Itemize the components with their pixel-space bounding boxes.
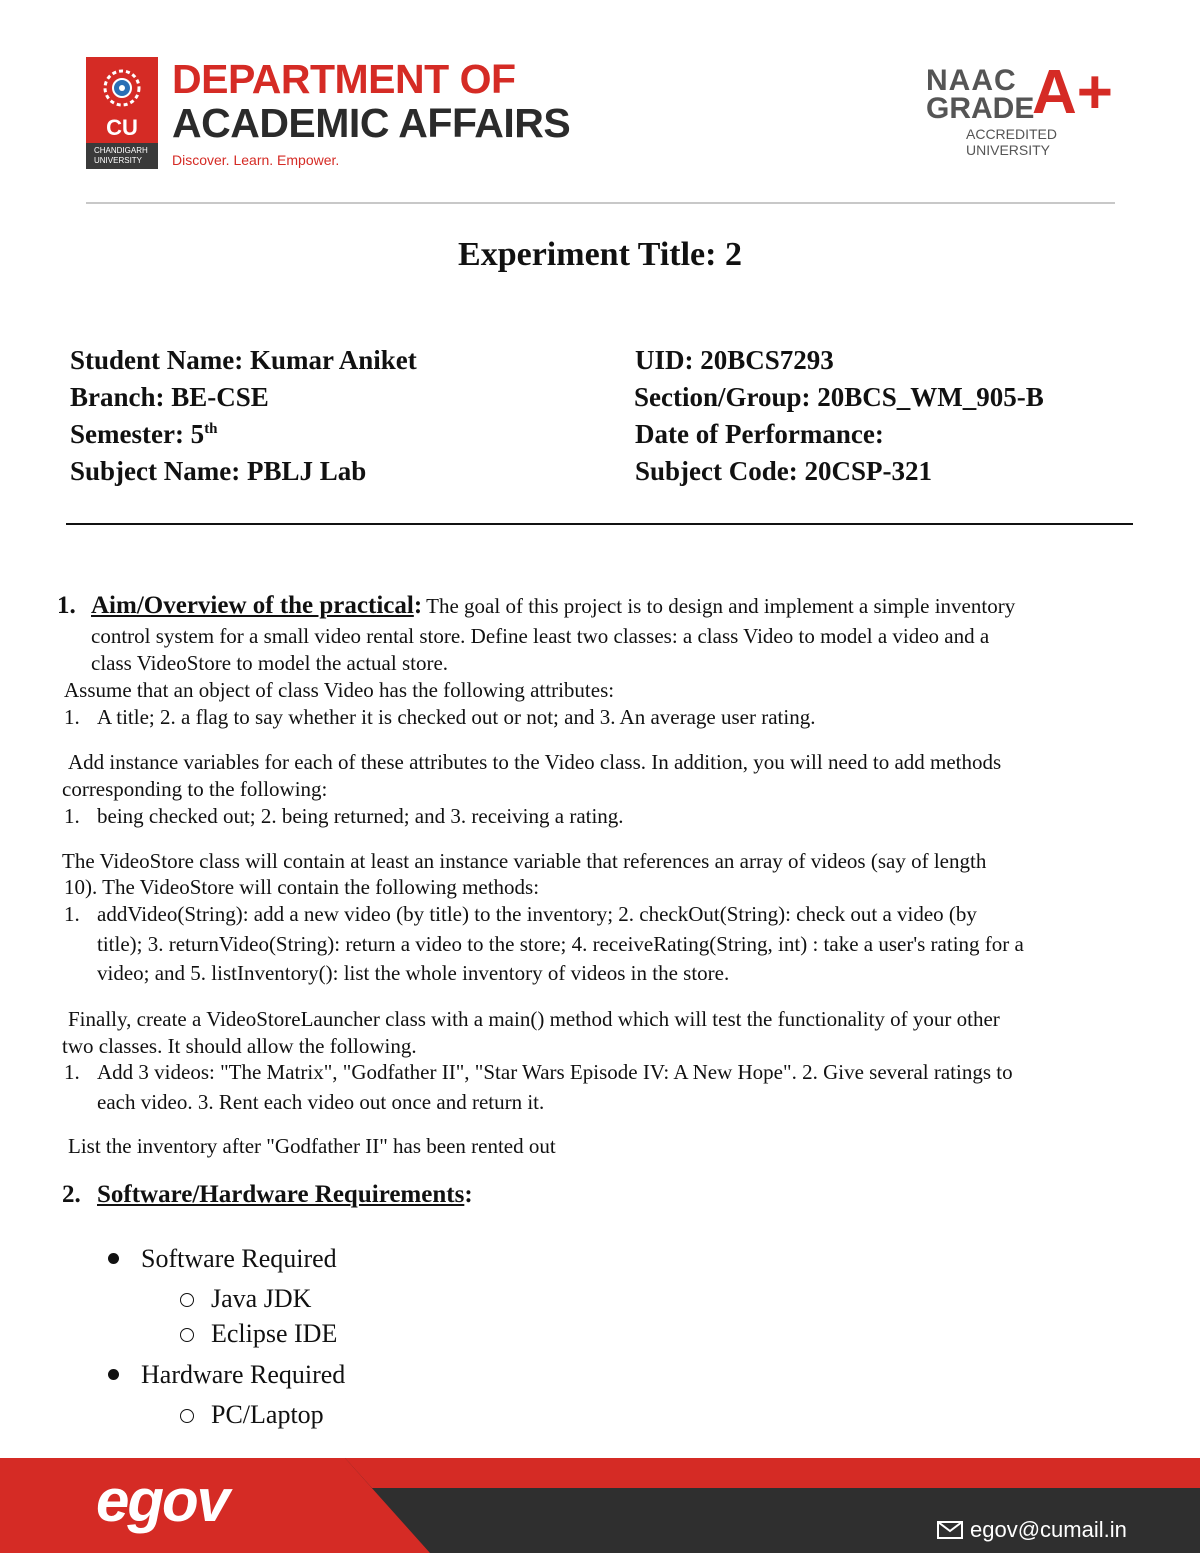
methods-intro-line1: Add instance variables for each of these attributes to the Video class. In addition, you will need to add methods	[68, 750, 1002, 774]
inventory-note: List the inventory after "Godfather II" has been rented out	[68, 1134, 556, 1158]
requirements-heading-colon: :	[464, 1181, 473, 1208]
student-name: Student Name: Kumar Aniket	[70, 345, 417, 375]
naac-grade-label: GRADE	[926, 92, 1035, 125]
aim-text-line1: The goal of this project is to design and implement a simple inventory	[426, 594, 1016, 618]
tagline: Discover. Learn. Empower.	[172, 152, 340, 168]
header-divider	[86, 202, 1115, 204]
naac-label: NAAC	[926, 64, 1017, 97]
page-title: Experiment Title: 2	[458, 236, 742, 273]
semester	[70, 419, 218, 450]
hardware-item: PC/Laptop	[211, 1400, 324, 1429]
aim-number: 1.	[57, 592, 76, 619]
aim-text-line2: control system for a small video rental store. Define least two classes: a class Video to model a video and a	[91, 624, 990, 648]
logo-university-text: CHANDIGARH UNIVERSITY	[86, 143, 158, 169]
aim-heading: Aim/Overview of the practical	[91, 592, 414, 619]
aim-first-line	[91, 592, 1015, 620]
software-item: Eclipse IDE	[211, 1319, 338, 1348]
aim-text-line3: class VideoStore to model the actual store.	[91, 651, 449, 675]
branch: Branch: BE-CSE	[70, 382, 269, 412]
semester-text: Semester: 5	[70, 419, 205, 449]
methods-intro-line2: corresponding to the following:	[62, 777, 328, 801]
store-item-line1: addVideo(String): add a new video (by title) to the inventory; 2. checkOut(String): check out a video (by	[97, 902, 977, 926]
bullet-dot	[108, 1253, 119, 1264]
hardware-label: Hardware Required	[141, 1360, 346, 1389]
subject-code: Subject Code: 20CSP-321	[635, 456, 932, 486]
university-logo	[86, 57, 158, 169]
department-title-line1: DEPARTMENT OF	[172, 56, 516, 102]
store-intro-line2: 10). The VideoStore will contain the following methods:	[64, 875, 540, 899]
methods-item-number: 1.	[64, 804, 80, 828]
naac-accredited: ACCREDITED UNIVERSITY	[966, 126, 1058, 158]
methods-item: being checked out; 2. being returned; and 3. receiving a rating.	[97, 804, 624, 828]
launcher-item-line1: Add 3 videos: "The Matrix", "Godfather II", "Star Wars Episode IV: A New Hope". 2. Give several ratings to	[97, 1060, 1013, 1084]
software-item: Java JDK	[211, 1284, 312, 1313]
section-divider	[66, 523, 1133, 525]
subject-name: Subject Name: PBLJ Lab	[70, 456, 367, 486]
department-title-line2: ACADEMIC AFFAIRS	[172, 100, 571, 146]
bullet-dot	[108, 1369, 119, 1380]
store-item-number: 1.	[64, 902, 80, 926]
footer-email[interactable]: egov@cumail.in	[970, 1517, 1127, 1542]
bullet-circle	[180, 1409, 194, 1423]
store-item-line3: video; and 5. listInventory(): list the whole inventory of videos in the store.	[97, 961, 730, 985]
store-intro-line1: The VideoStore class will contain at least an instance variable that references an array of videos (say of length	[62, 849, 987, 873]
crest-icon	[96, 65, 148, 111]
section-group: Section/Group: 20BCS_WM_905-B	[634, 382, 1044, 412]
naac-grade: A+	[1032, 58, 1113, 127]
naac-badge	[924, 58, 1124, 158]
bullet-circle	[180, 1328, 194, 1342]
attributes-item: A title; 2. a flag to say whether it is checked out or not; and 3. An average user rating.	[97, 705, 816, 729]
mail-icon	[937, 1521, 963, 1539]
logo-cu-text: CU	[106, 115, 138, 140]
attributes-intro: Assume that an object of class Video has the following attributes:	[64, 678, 615, 702]
bullet-circle	[180, 1293, 194, 1307]
requirements-heading: Software/Hardware Requirements	[97, 1181, 465, 1208]
launcher-intro-line1: Finally, create a VideoStoreLauncher class with a main() method which will test the functionality of your other	[68, 1007, 1000, 1031]
launcher-item-number: 1.	[64, 1060, 80, 1084]
launcher-item-line2: each video. 3. Rent each video out once and return it.	[97, 1090, 545, 1114]
aim-heading-colon: :	[413, 592, 423, 619]
requirements-number: 2.	[62, 1181, 81, 1208]
store-item-line2: title); 3. returnVideo(String): return a video to the store; 4. receiveRating(String, int) : take a user's rating for a	[97, 932, 1024, 956]
software-label: Software Required	[141, 1244, 337, 1273]
egov-logo: egov	[96, 1467, 229, 1534]
requirements-heading-line	[97, 1181, 473, 1209]
date-of-performance: Date of Performance:	[635, 419, 884, 449]
attributes-item-number: 1.	[64, 705, 80, 729]
semester-suffix: th	[204, 421, 218, 437]
launcher-intro-line2: two classes. It should allow the following.	[62, 1034, 417, 1058]
uid: UID: 20BCS7293	[635, 345, 834, 375]
